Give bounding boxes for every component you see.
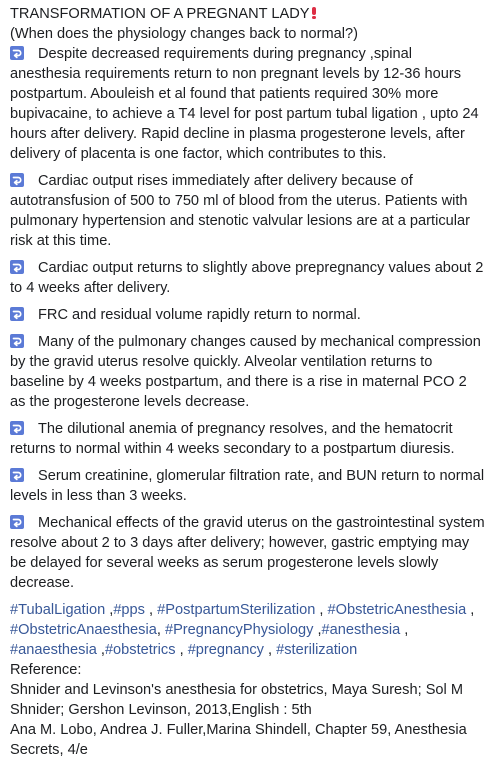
- reference-item: Shnider and Levinson's anesthesia for obstetrics, Maya Suresh; Sol M Shnider; Gershon Levinson, 2013,English : 5th: [10, 682, 463, 718]
- hashtag-link[interactable]: #pregnancy: [187, 642, 264, 658]
- post-paragraph: [10, 419, 485, 459]
- hashtag-link[interactable]: #TubalLigation: [10, 602, 106, 618]
- post-paragraph: [10, 171, 485, 251]
- reference-label: Reference:: [10, 662, 82, 678]
- paragraph-text: The dilutional anemia of pregnancy resolves, and the hematocrit returns to normal within 4 weeks secondary to a postpartum diuresis.: [10, 421, 455, 457]
- paragraph-text: Cardiac output rises immediately after delivery because of autotransfusion of 500 to 750 ml of blood from the uterus. Patients with pulmonary hypertension and stenotic valvular lesions are at a particular risk at this time.: [10, 173, 470, 249]
- hashtag-separator: ,: [175, 642, 188, 658]
- paragraph-text-line: [10, 305, 485, 325]
- paragraph-text-line: [10, 44, 485, 164]
- hashtag-link[interactable]: #sterilization: [276, 642, 358, 658]
- post-paragraph: [10, 332, 485, 412]
- hashtag-separator: ,: [144, 602, 158, 618]
- hashtag-link[interactable]: #ObstetricAnaesthesia: [10, 622, 157, 638]
- right-arrow-curving-left-icon: [10, 468, 24, 482]
- hashtag-link[interactable]: #PostpartumSterilization: [157, 602, 316, 618]
- hashtag-separator: ,: [400, 622, 409, 638]
- right-arrow-curving-left-icon: [10, 46, 24, 60]
- paragraph-text-line: [10, 171, 485, 251]
- hashtag-separator: ,: [313, 622, 322, 638]
- post-paragraph: [10, 513, 485, 593]
- right-arrow-curving-left-icon: [10, 173, 24, 187]
- hashtag-separator: ,: [105, 602, 114, 618]
- hashtag-separator: ,: [466, 602, 475, 618]
- paragraph-text: Mechanical effects of the gravid uterus on the gastrointestinal system resolve about 2 to 3 days after delivery; however, gastric emptying may be delayed for several weeks as serum progesterone levels slowly decrease.: [10, 515, 485, 591]
- hashtag-separator: ,: [315, 602, 328, 618]
- paragraph-text-line: [10, 513, 485, 593]
- reference-list: [10, 680, 485, 760]
- hashtag-list: [10, 600, 485, 660]
- red-exclamation-icon: [312, 7, 316, 19]
- paragraph-text-line: [10, 258, 485, 298]
- right-arrow-curving-left-icon: [10, 421, 24, 435]
- paragraph-text-line: [10, 419, 485, 459]
- post-paragraph: [10, 466, 485, 506]
- hashtag-separator: ,: [263, 642, 277, 658]
- paragraph-text: Cardiac output returns to slightly above prepregnancy values about 2 to 4 weeks after delivery.: [10, 260, 484, 296]
- reference-section: [10, 660, 485, 760]
- post-title-text: TRANSFORMATION OF A PREGNANT LADY: [10, 6, 310, 22]
- paragraph-text: FRC and residual volume rapidly return to normal.: [38, 307, 361, 323]
- hashtag-link[interactable]: #anesthesia: [321, 622, 401, 638]
- hashtag-separator: ,: [96, 642, 105, 658]
- hashtag-separator: ,: [156, 622, 165, 638]
- paragraph-list: [10, 44, 485, 593]
- post-paragraph: [10, 258, 485, 298]
- post-subtitle: (When does the physiology changes back to normal?): [10, 26, 359, 42]
- right-arrow-curving-left-icon: [10, 260, 24, 274]
- right-arrow-curving-left-icon: [10, 334, 24, 348]
- right-arrow-curving-left-icon: [10, 515, 24, 529]
- post-paragraph: [10, 44, 485, 164]
- paragraph-text: Serum creatinine, glomerular filtration rate, and BUN return to normal levels in less than 3 weeks.: [10, 468, 485, 504]
- paragraph-text-line: [10, 466, 485, 506]
- reference-item: Ana M. Lobo, Andrea J. Fuller,Marina Shindell, Chapter 59, Anesthesia Secrets, 4/e: [10, 722, 467, 758]
- paragraph-text-line: [10, 332, 485, 412]
- paragraph-text: Despite decreased requirements during pregnancy ,spinal anesthesia requirements return to non pregnant levels by 12-36 hours postpartum. Abouleish et al found that patients required 30% more bupivacaine, to achieve a T4 level for post partum tubal ligation , upto 24 hours after delivery. Rapid decline in plasma progesterone levels, after delivery of placenta is one factor, which contributes to this.: [10, 46, 479, 162]
- hashtag-link[interactable]: #pps: [113, 602, 145, 618]
- post-title: [10, 4, 485, 24]
- right-arrow-curving-left-icon: [10, 307, 24, 321]
- hashtag-link[interactable]: #ObstetricAnesthesia: [327, 602, 467, 618]
- hashtag-link[interactable]: #anaesthesia: [10, 642, 97, 658]
- hashtag-link[interactable]: #obstetrics: [104, 642, 176, 658]
- hashtag-link[interactable]: #PregnancyPhysiology: [164, 622, 314, 638]
- paragraph-text: Many of the pulmonary changes caused by mechanical compression by the gravid uterus resolve quickly. Alveolar ventilation returns to baseline by 4 weeks postpartum, and there is a rise in maternal PCO 2 as the progesterone levels decrease.: [10, 334, 481, 410]
- post-paragraph: [10, 305, 485, 325]
